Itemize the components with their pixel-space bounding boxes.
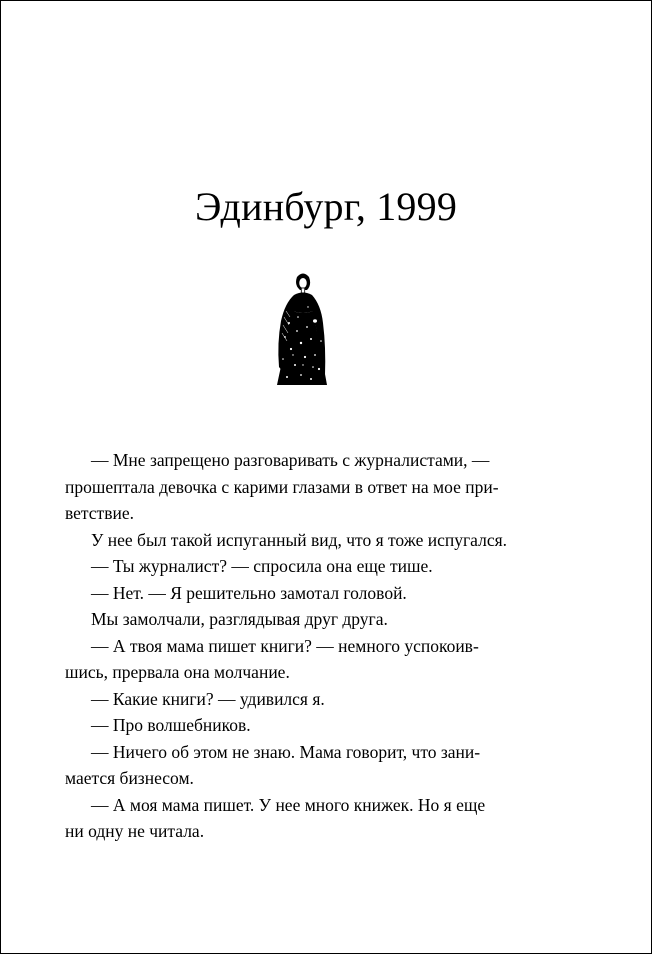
paragraph: — Ты журналист? — спросила она еще тише. — [91, 556, 433, 576]
chapter-title: Эдинбург, 1999 — [194, 184, 458, 229]
paragraph: У нее был такой испуганный вид, что я тоже испугался. — [91, 529, 508, 550]
paragraph: — Нет. — Я решительно замотал головой. — [91, 582, 407, 603]
paragraph: — Какие книги? — удивился я. — [91, 688, 325, 709]
paragraph: — Мне запрещено разговаривать с журналистами, — прошептала девочка с карими глазами в ответ на мое при- ветствие. — [65, 450, 499, 523]
paragraph: — Ничего об этом не знаю. Мама говорит, что зани- мается бизнесом. — [65, 741, 481, 788]
paragraph: — А твоя мама пишет книги? — немного успокоив- шись, прервала она молчание. — [65, 635, 479, 682]
woman-in-starry-gown-illustration — [267, 271, 339, 391]
body-text — [65, 447, 537, 845]
paragraph: — Про волшебников. — [91, 715, 251, 735]
paragraph: — А моя мама пишет. У нее много книжек. Но я еще ни одну не читала. — [65, 794, 486, 841]
paragraph: Мы замолчали, разглядывая друг друга. — [91, 609, 388, 629]
